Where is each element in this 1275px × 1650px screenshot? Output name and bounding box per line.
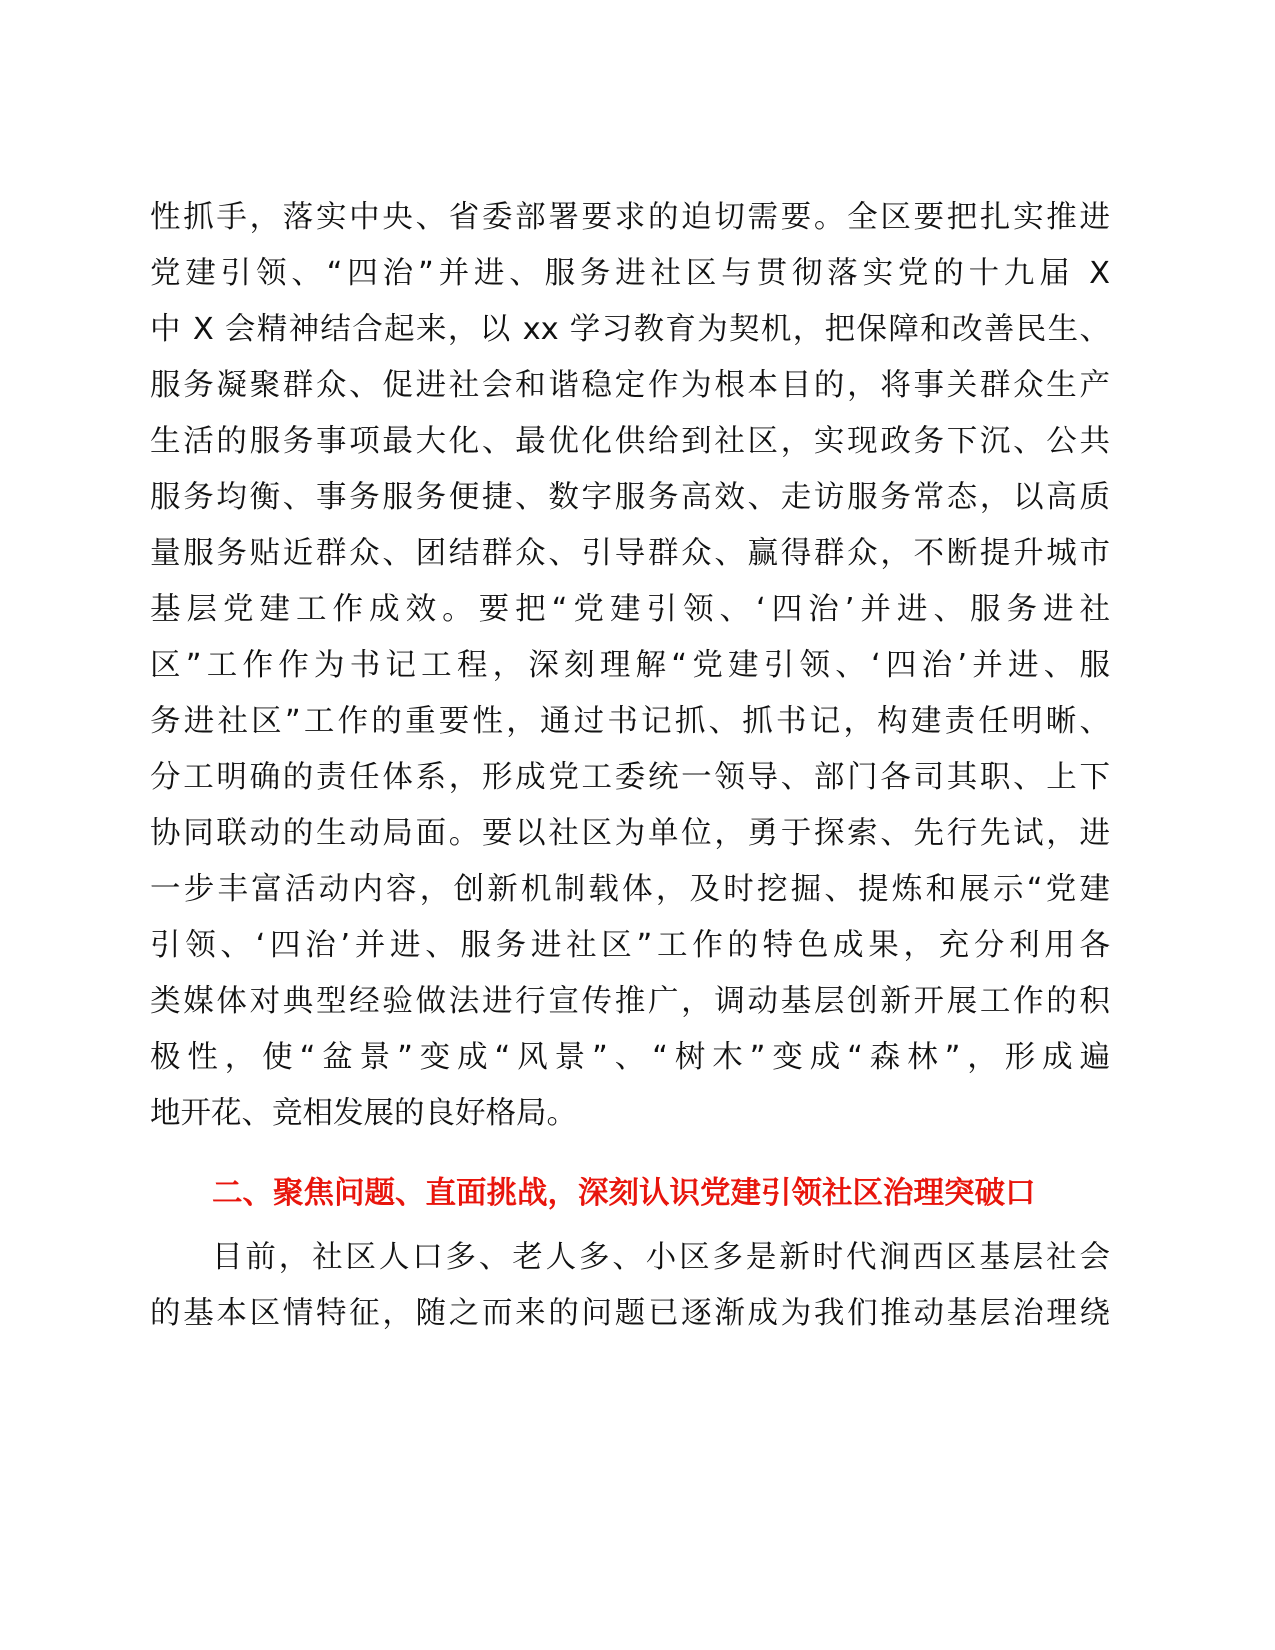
text-line: 区”工作作为书记工程，深刻理解“党建引领、‘四治’并进、服 bbox=[150, 648, 1110, 683]
text-line: 分工明确的责任体系，形成党工委统一领导、部门各司其职、上下 bbox=[150, 760, 1110, 795]
text-line: 的基本区情特征，随之而来的问题已逐渐成为我们推动基层治理绕 bbox=[150, 1296, 1110, 1331]
text-line: 服务均衡、事务服务便捷、数字服务高效、走访服务常态，以高质 bbox=[150, 480, 1110, 515]
text-line: 协同联动的生动局面。要以社区为单位，勇于探索、先行先试，进 bbox=[150, 816, 1110, 851]
text-line: 务进社区”工作的重要性，通过书记抓、抓书记，构建责任明晰、 bbox=[150, 704, 1110, 739]
text-line: 引领、‘四治’并进、服务进社区”工作的特色成果，充分利用各 bbox=[150, 928, 1110, 963]
text-line: 基层党建工作成效。要把“党建引领、‘四治’并进、服务进社 bbox=[150, 592, 1110, 627]
paragraph-continued bbox=[150, 190, 1110, 1142]
text-line: 极性，使“盆景”变成“风景”、“树木”变成“森林”，形成遍 bbox=[150, 1040, 1110, 1075]
text-line: 类媒体对典型经验做法进行宣传推广，调动基层创新开展工作的积 bbox=[150, 984, 1110, 1019]
section-heading: 二、聚焦问题、直面挑战，深刻认识党建引领社区治理突破口 bbox=[212, 1176, 1036, 1211]
text-line: 服务凝聚群众、促进社会和谐稳定作为根本目的，将事关群众生产 bbox=[150, 368, 1110, 403]
text-line: 党建引领、“四治”并进、服务进社区与贯彻落实党的十九届 X bbox=[150, 256, 1110, 291]
document-body bbox=[150, 190, 1110, 1342]
text-line: 一步丰富活动内容，创新机制载体，及时挖掘、提炼和展示“党建 bbox=[150, 872, 1110, 907]
paragraph-next bbox=[150, 1230, 1110, 1342]
text-line: 性抓手，落实中央、省委部署要求的迫切需要。全区要把扎实推进 bbox=[150, 200, 1110, 235]
text-line: 中 X 会精神结合起来，以 xx 学习教育为契机，把保障和改善民生、 bbox=[150, 312, 1110, 347]
text-line: 生活的服务事项最大化、最优化供给到社区，实现政务下沉、公共 bbox=[150, 424, 1110, 459]
text-line: 目前，社区人口多、老人多、小区多是新时代涧西区基层社会 bbox=[212, 1240, 1110, 1275]
text-line: 量服务贴近群众、团结群众、引导群众、赢得群众，不断提升城市 bbox=[150, 536, 1110, 571]
text-line: 地开花、竞相发展的良好格局。 bbox=[150, 1096, 577, 1131]
spacer bbox=[150, 1142, 1110, 1166]
spacer bbox=[150, 1222, 1110, 1230]
